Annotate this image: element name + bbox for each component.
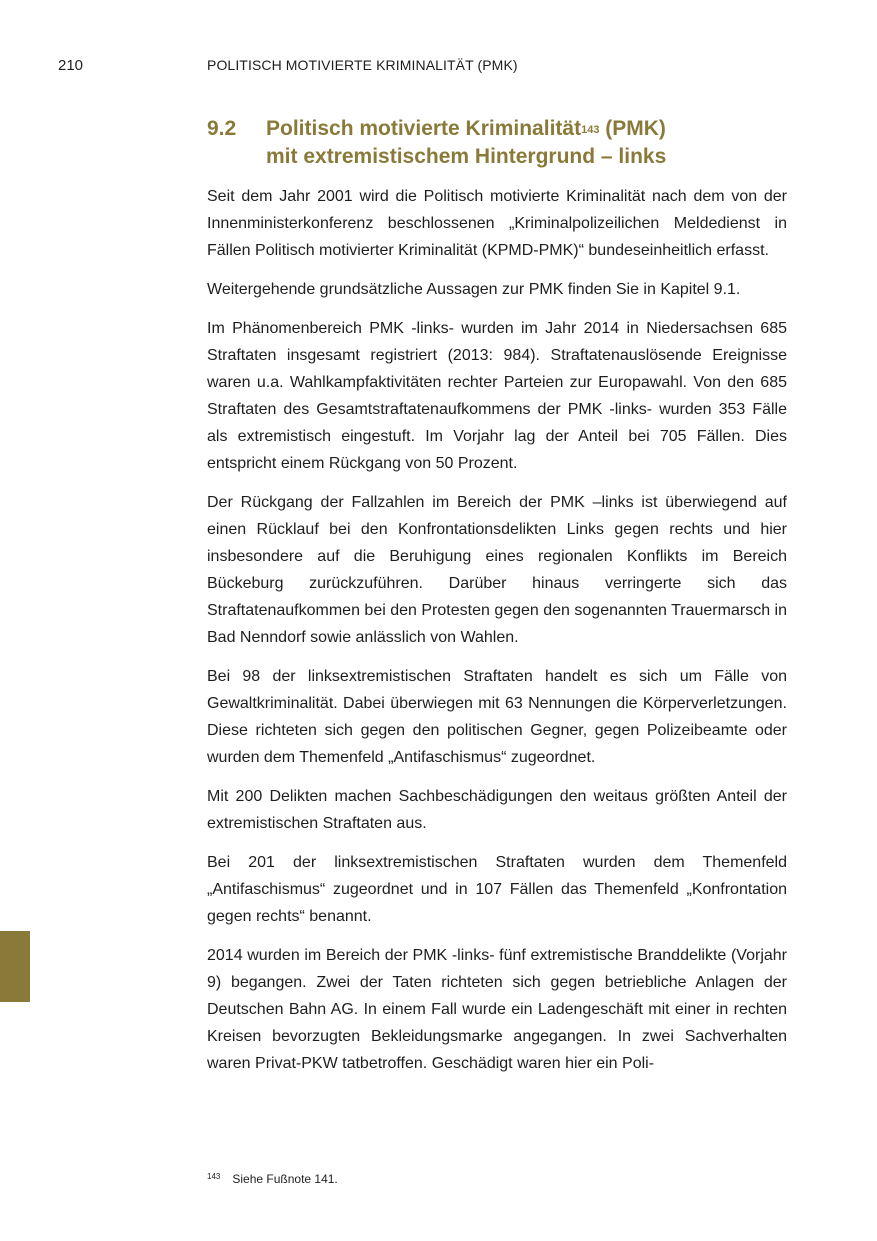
paragraph: Seit dem Jahr 2001 wird die Politisch motivierte Kriminalität nach dem von der Innenministerkonferenz beschlossenen „Kriminalpolizeilichen Meldedienst in Fällen Politisch motivierter Kriminalität (KPMD-PMK)“ bundeseinheitlich erfasst.: [207, 188, 787, 259]
footnote-text: Siehe Fußnote 141.: [232, 1172, 338, 1186]
section-title-part2: (PMK): [599, 117, 666, 140]
body-text: [207, 183, 787, 1089]
paragraph: Bei 98 der linksextremistischen Straftaten handelt es sich um Fälle von Gewaltkriminalität. Dabei überwiegen mit 63 Nennungen die Körperverletzungen. Diese richteten sich gegen den politischen Gegner, gegen Polizeibeamte oder wurden dem Themenfeld „Antifaschismus“ zugeordnet.: [207, 668, 787, 766]
paragraph: Weitergehende grundsätzliche Aussagen zur PMK finden Sie in Kapitel 9.1.: [207, 281, 741, 298]
section-title-line2: mit extremistischem Hintergrund – links: [266, 145, 667, 168]
footnote-reference: 143: [581, 124, 600, 136]
running-header: POLITISCH MOTIVIERTE KRIMINALITÄT (PMK): [207, 57, 518, 73]
chapter-side-tab: [0, 931, 30, 1002]
section-number: 9.2: [207, 117, 237, 140]
paragraph: Der Rückgang der Fallzahlen im Bereich der PMK –links ist überwiegend auf einen Rücklauf bei den Konfrontationsdelikten Links gegen rechts und hier insbesondere auf die Beruhigung eines regionalen Konflikts im Bereich Bückeburg zurückzuführen. Darüber hinaus verringerte sich das Straftatenaufkommen bei den Protesten gegen den sogenannten Trauermarsch in Bad Nenndorf sowie anlässlich von Wahlen.: [207, 494, 787, 646]
paragraph: Mit 200 Delikten machen Sachbeschädigungen den weitaus größten Anteil der extremistischen Straftaten aus.: [207, 788, 787, 832]
paragraph: 2014 wurden im Bereich der PMK -links- fünf extremistische Branddelikte (Vorjahr 9) begangen. Zwei der Taten richteten sich gegen betriebliche Anlagen der Deutschen Bahn AG. In einem Fall wurde ein Ladengeschäft mit einer in rechten Kreisen bevorzugten Bekleidungsmarke angegangen. In zwei Sachverhalten waren Privat-PKW tatbetroffen. Geschädigt waren hier ein Poli-: [207, 947, 787, 1072]
page-number: 210: [58, 57, 84, 74]
section-title: [266, 115, 767, 171]
paragraph: Bei 201 der linksextremistischen Straftaten wurden dem Themenfeld „Antifaschismus“ zugeordnet und in 107 Fällen das Themenfeld „Konfrontation gegen rechts“ benannt.: [207, 854, 787, 925]
footnote-mark: 143: [207, 1172, 221, 1181]
footnote: [207, 1172, 338, 1186]
paragraph: Im Phänomenbereich PMK -links- wurden im Jahr 2014 in Niedersachsen 685 Straftaten insgesamt registriert (2013: 984). Straftatenauslösende Ereignisse waren u.a. Wahlkampfaktivitäten rechter Parteien zur Europawahl. Von den 685 Straftaten des Gesamtstraftatenaufkommens der PMK -links- wurden 353 Fälle als extremistisch eingestuft. Im Vorjahr lag der Anteil bei 705 Fällen. Dies entspricht einem Rückgang von 50 Prozent.: [207, 320, 787, 472]
section-heading: [207, 115, 767, 171]
section-title-part1: Politisch motivierte Kriminalität: [266, 117, 582, 140]
